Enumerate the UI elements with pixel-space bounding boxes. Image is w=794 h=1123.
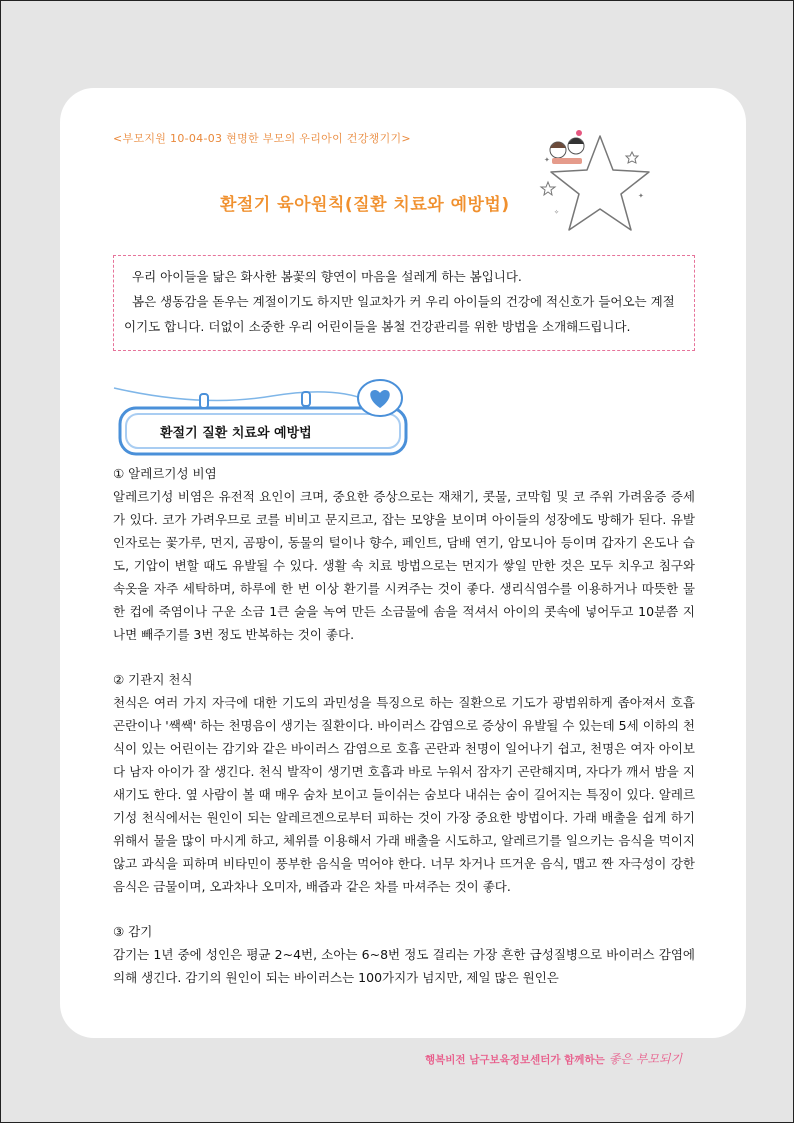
banner-string (114, 388, 367, 401)
kids-icon (550, 130, 584, 164)
section-allergic-rhinitis (113, 462, 695, 646)
document-label: <부모지원 10-04-03 현명한 부모의 우리아이 건강챙기기> (113, 132, 411, 145)
section-title: ③ 감기 (113, 924, 153, 939)
section-body: 감기는 1년 중에 성인은 평균 2~4번, 소아는 6~8번 정도 걸리는 가장 흔한 급성질병으로 바이러스 감염에 의해 생긴다. 감기의 원인이 되는 바이러스는 100가지가 넘지만, 제일 많은 원인은 (113, 947, 695, 985)
section-asthma (113, 668, 695, 898)
svg-text:✦: ✦ (638, 192, 644, 200)
section-title: ① 알레르기성 비염 (113, 466, 217, 481)
heart-bubble-icon (358, 380, 402, 416)
section-body: 알레르기성 비염은 유전적 요인이 크며, 중요한 증상으로는 재채기, 콧물, 코막힘 및 코 주위 가려움증 증세가 있다. 코가 가려우므로 코를 비비고 문지르고, 잡는 모양을 보이며 아이들의 성장에도 방해가 된다. 유발인자로는 꽃가루, 먼지, 곰팡이, 동물의 털이나 향수, 페인트, 담배 연기, 암모니아 등이며 갑자기 온도나 습도, 기압이 변할 때도 유발될 수 있다. 생활 속 치료 방법으로는 먼지가 쌓일 만한 것은 모두 치우고 침구와 속옷을 자주 세탁하며, 하루에 한 번 이상 환기를 시켜주는 것이 좋다. 생리식염수를 이용하거나 따뜻한 물 한 컵에 죽염이나 구운 소금 1큰 술을 녹여 만든 소금물에 솜을 적셔서 아이의 콧속에 넣어두고 10분쯤 지나면 빼주기를 3번 정도 반복하는 것이 좋다. (113, 489, 695, 642)
footer-prefix: 행복비전 남구보육정보센터가 함께하는 (425, 1054, 605, 1066)
footer-tagline (425, 1050, 682, 1067)
small-star-icon (626, 152, 638, 163)
small-star-icon (541, 182, 555, 195)
section-body: 천식은 여러 가지 자극에 대한 기도의 과민성을 특징으로 하는 질환으로 기도가 광범위하게 좁아져서 호흡 곤란이나 '쌕쌕' 하는 천명음이 생기는 질환이다. 바이러스 감염으로 증상이 유발될 수 있는데 5세 이하의 천식이 있는 어린이는 감기와 같은 바이러스 감염으로 호흡 곤란과 천명이 일어나기 쉽고, 천명은 여자 아이보다 남자 아이가 잘 생긴다. 천식 발작이 생기면 호흡과 바로 누워서 잠자기 곤란해지며, 자다가 깨서 밤을 지새기도 한다. 옆 사람이 볼 때 매우 숨차 보이고 들이쉬는 숨보다 내쉬는 숨이 길어지는 특징이 있다. 알레르기성 천식에서는 원인이 되는 알레르겐으로부터 피하는 것이 가장 중요한 방법이다. 가래 배출을 쉽게 하기 위해서 물을 많이 마시게 하고, 체위를 이용해서 가래 배출을 시도하고, 알레르기를 일으키는 음식을 먹이지 않고 과식을 피하며 비타민이 풍부한 음식을 먹어야 한다. 너무 차거나 뜨거운 음식, 맵고 짠 자극성이 강한 음식은 금물이며, 오과차나 오미자, 배즙과 같은 차를 마셔주는 것이 좋다. (113, 695, 695, 894)
banner-label: 환절기 질환 치료와 예방법 (160, 426, 312, 441)
intro-line-1: 우리 아이들을 닮은 화사한 봄꽃의 향연이 마음을 설레게 하는 봄입니다. (132, 269, 522, 284)
svg-text:✦: ✦ (544, 156, 550, 164)
intro-box (113, 255, 695, 351)
intro-line-2: 봄은 생동감을 돋우는 계절이기도 하지만 일교차가 커 우리 아이들의 건강에 적신호가 들어오는 계절이기도 합니다. 더없이 소중한 우리 어린이들을 봄철 건강관리를 위한 방법을 소개해드립니다. (124, 294, 675, 334)
section-title: ② 기관지 천식 (113, 672, 193, 687)
footer-emphasis: 좋은 부모되기 (608, 1052, 683, 1066)
section-cold (113, 920, 695, 989)
star-illustration (538, 122, 658, 242)
page-title: 환절기 육아원칙(질환 치료와 예방법) (220, 195, 510, 215)
article-body (113, 462, 695, 989)
svg-text:✧: ✧ (554, 209, 560, 216)
